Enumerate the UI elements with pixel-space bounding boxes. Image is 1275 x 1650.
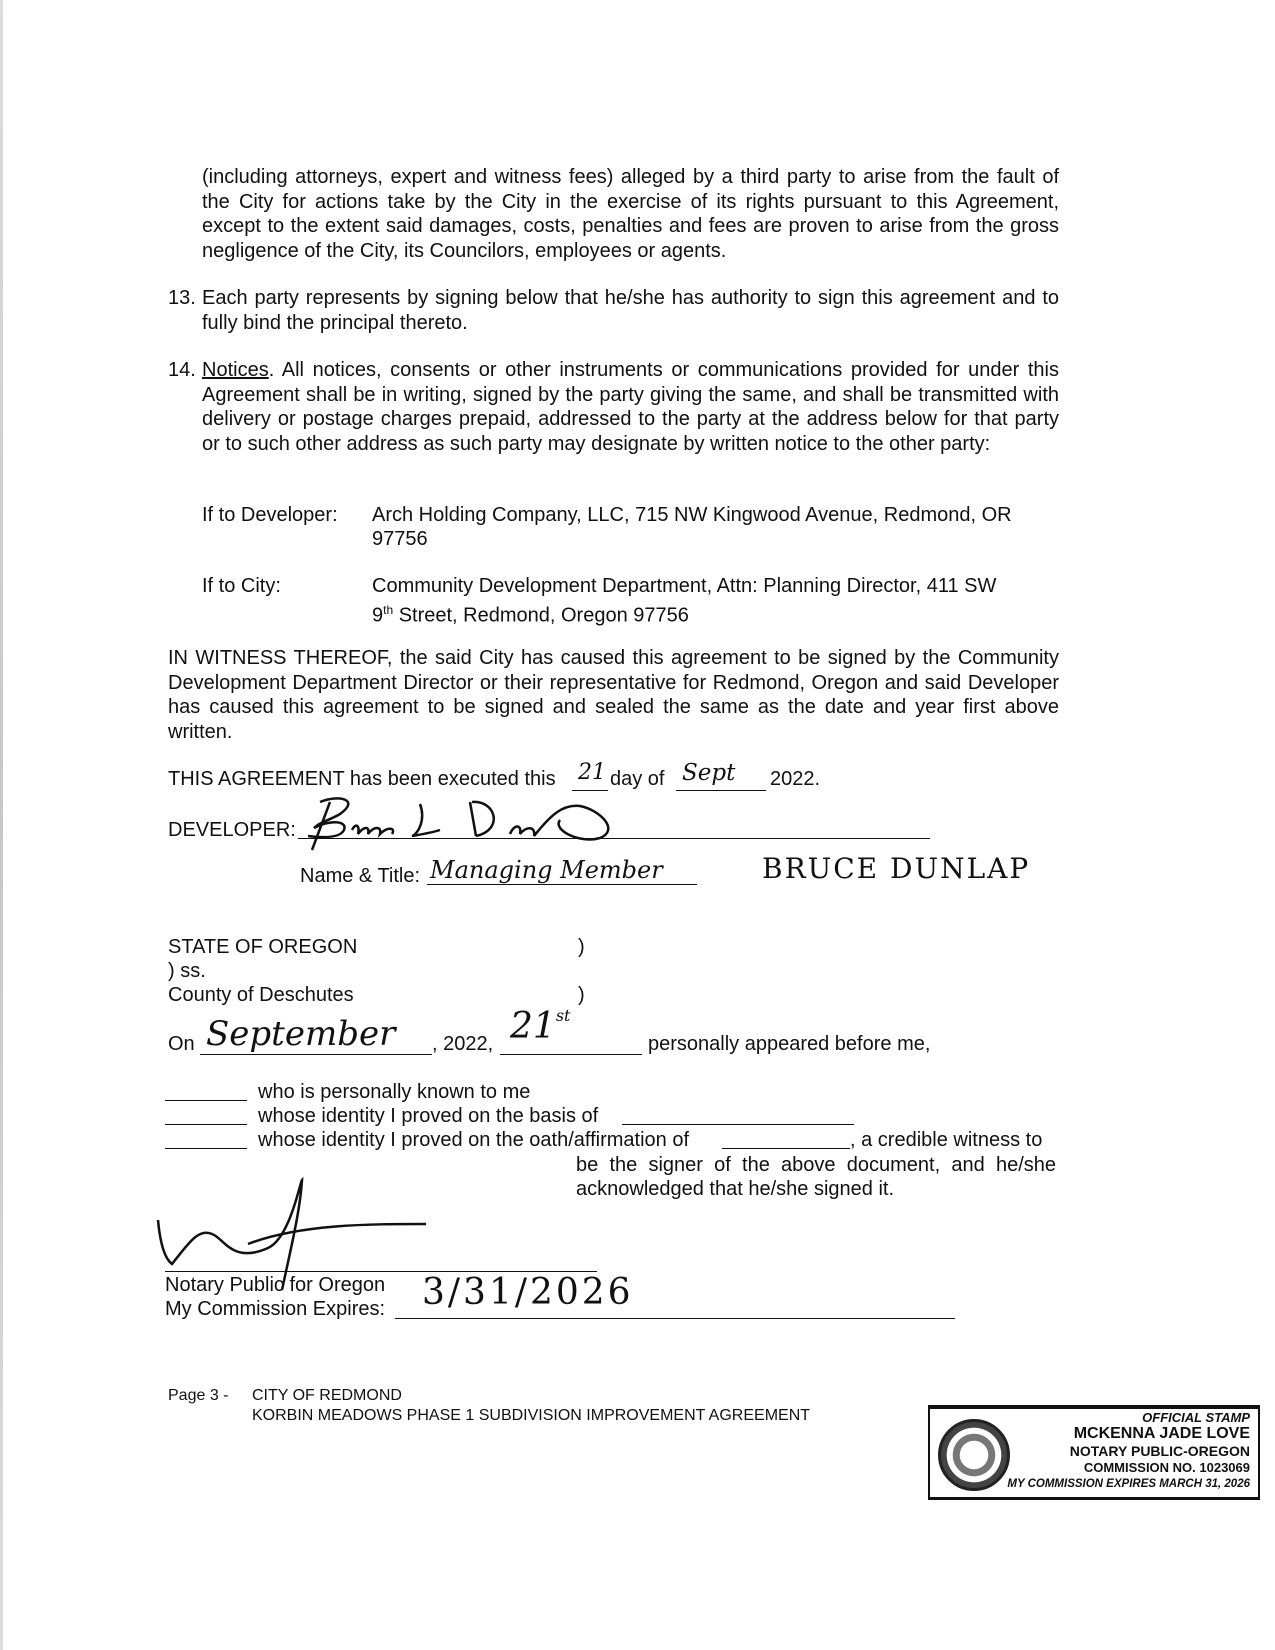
county-label: County of Deschutes — [168, 984, 354, 1006]
option-oath-affirmation: whose identity I proved on the oath/affirmation of — [258, 1129, 690, 1151]
item-13-number: 13. — [168, 287, 196, 309]
notices-text: . All notices, consents or other instruments or communications provided for under this Agreement shall be in writing, signed by the party giving the same, and shall be transmitted with delivery or postage charges prepaid, addressed to the party at the address below for that party or to such other address as such party may designate by written notice to the other party: — [202, 359, 1059, 455]
handwritten-name: BRUCE DUNLAP — [762, 852, 1031, 885]
city-address-line1: Community Development Department, Attn: Planning Director, 411 SW — [372, 575, 997, 597]
state-of-oregon: STATE OF OREGON — [168, 936, 358, 958]
on-year: , 2022, — [432, 1033, 494, 1055]
on-month-blank — [200, 1054, 432, 1055]
developer-notice-label: If to Developer: — [202, 504, 338, 526]
official-notary-stamp — [928, 1405, 1260, 1500]
footer-city: CITY OF REDMOND — [252, 1387, 402, 1404]
option-identity-basis: whose identity I proved on the basis of — [258, 1105, 599, 1127]
developer-address-line2: 97756 — [372, 528, 428, 550]
notary-day-handwritten — [510, 1006, 570, 1047]
handwritten-title: Managing Member — [430, 856, 663, 884]
personally-appeared: personally appeared before me, — [648, 1033, 931, 1055]
paren-1: ) — [578, 936, 585, 958]
notary-day-suffix: st — [555, 1006, 571, 1025]
item-14-paragraph — [202, 358, 1059, 456]
stamp-name: MCKENNA JADE LOVE — [1073, 1425, 1250, 1442]
developer-signature — [300, 790, 640, 860]
paren-2: ) — [578, 984, 585, 1006]
witness-paragraph: IN WITNESS THEREOF, the said City has caused this agreement to be signed by the Community Development Department Director or their representative for Redmond, Oregon and said Developer has caused this agreement to be signed and sealed the same as the date and year first above written. — [168, 647, 1059, 743]
stamp-commission: COMMISSION NO. 1023069 — [1083, 1460, 1250, 1475]
developer-address-line1: Arch Holding Company, LLC, 715 NW Kingwood Avenue, Redmond, OR — [372, 504, 1012, 526]
ordinal-suffix: th — [383, 603, 394, 617]
option-1-blank — [165, 1100, 247, 1101]
commission-expires-label: My Commission Expires: — [165, 1298, 386, 1320]
execution-year: 2022. — [770, 768, 821, 790]
notary-public-label: Notary Public for Oregon — [165, 1274, 386, 1296]
developer-label: DEVELOPER: — [168, 819, 296, 841]
execution-month-handwritten: Sept — [682, 760, 736, 786]
state-seal-icon — [938, 1419, 1010, 1491]
option-personally-known: who is personally known to me — [258, 1081, 531, 1103]
stamp-title: NOTARY PUBLIC-OREGON — [1069, 1443, 1250, 1459]
option-2-blank — [165, 1124, 247, 1125]
item-14-number: 14. — [168, 359, 196, 381]
name-title-label: Name & Title: — [300, 865, 421, 887]
notary-day-number: 21 — [510, 1006, 556, 1047]
execution-day-handwritten: 21 — [578, 760, 606, 785]
name-title-line — [427, 884, 697, 885]
on-day-blank — [500, 1054, 642, 1055]
stamp-expires: MY COMMISSION EXPIRES MARCH 31, 2026 — [1007, 1478, 1250, 1490]
signer-continuation-1: be the signer of the above document, and he/she — [576, 1154, 1056, 1176]
city-street-number: 9 — [372, 604, 384, 627]
city-address-line2 — [372, 598, 689, 628]
signer-continuation-2: acknowledged that he/she signed it. — [576, 1178, 894, 1200]
expires-line — [395, 1318, 955, 1319]
item-13-text: Each party represents by signing below that he/she has authority to sign this agreement and to fully bind the principal thereto. — [202, 287, 1059, 334]
city-street-rest: Street, Redmond, Oregon 97756 — [393, 604, 689, 627]
footer-agreement-title: KORBIN MEADOWS PHASE 1 SUBDIVISION IMPROVEMENT AGREEMENT — [252, 1407, 811, 1424]
paragraph-12-continued: (including attorneys, expert and witness fees) alleged by a third party to arise from the fault of the City for actions take by the City in the exercise of its rights pursuant to this Agreement, except to the extent said damages, costs, penalties and fees are proven to arise from the gross negligence of the City, its Councilors, employees or agents. — [202, 166, 1059, 262]
witness-blank — [722, 1148, 850, 1149]
footer-page-number: Page 3 - — [168, 1387, 229, 1404]
execution-day-of: day of — [610, 768, 665, 790]
on-label: On — [168, 1033, 195, 1055]
basis-blank — [622, 1124, 854, 1125]
credible-witness: , a credible witness to — [850, 1129, 1043, 1151]
notices-heading: Notices — [202, 359, 269, 381]
expires-handwritten: 3/31/2026 — [422, 1272, 634, 1313]
month-blank — [676, 790, 766, 791]
notary-month-handwritten: September — [206, 1014, 396, 1054]
option-3-blank — [165, 1148, 247, 1149]
execution-prefix: THIS AGREEMENT has been executed this — [168, 768, 556, 790]
scan-edge — [0, 0, 3, 1650]
ss-label: ) ss. — [168, 960, 206, 982]
city-notice-label: If to City: — [202, 575, 281, 597]
stamp-official: OFFICIAL STAMP — [1142, 1410, 1250, 1425]
